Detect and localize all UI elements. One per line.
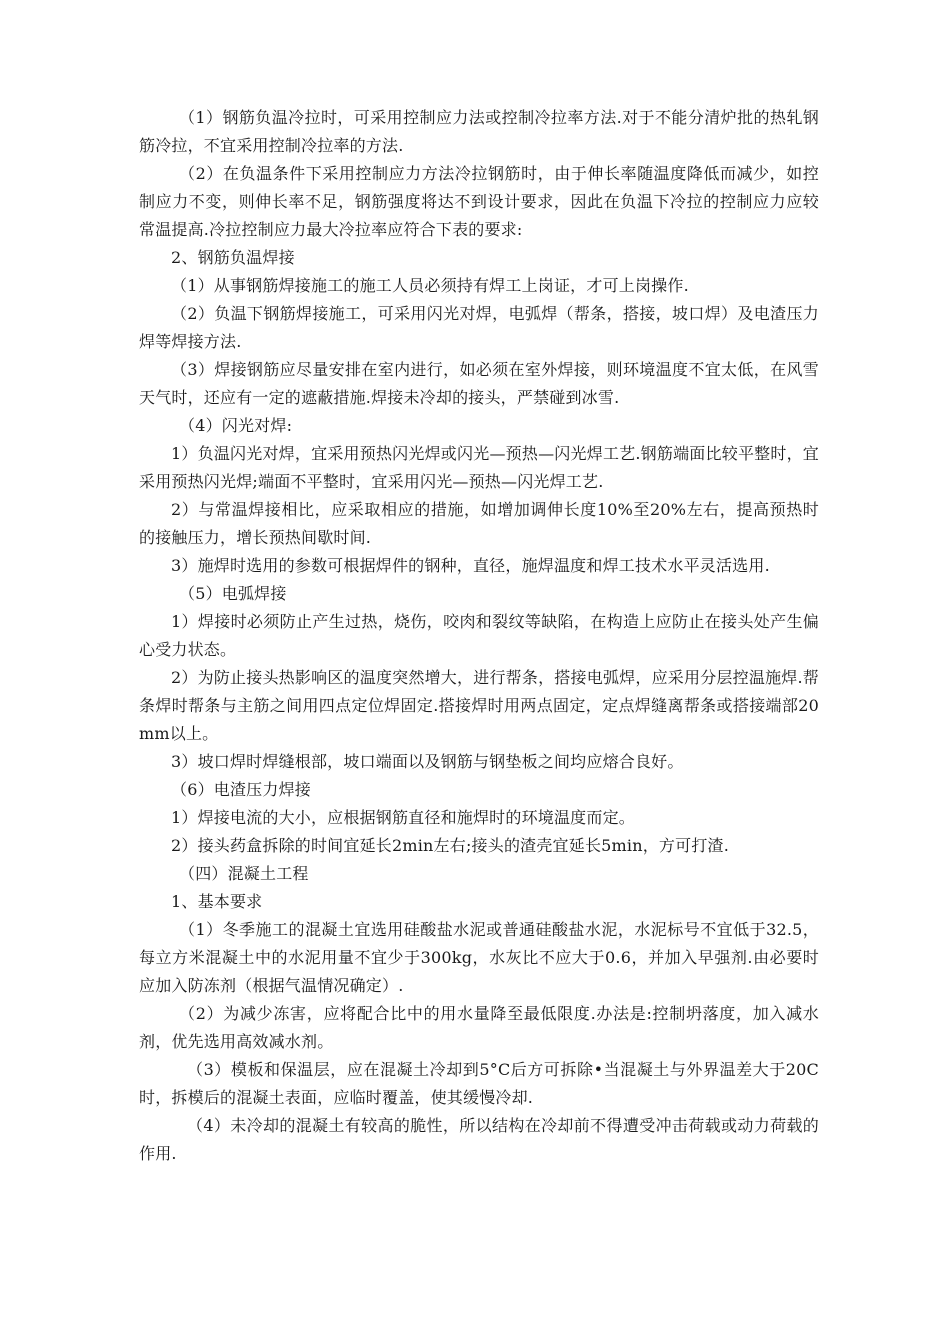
paragraph-concrete-2: （2）为减少冻害，应将配合比中的用水量降至最低限度.办法是:控制坍落度，加入减水剂，优先选用高效减水剂。 bbox=[139, 1004, 819, 1051]
document-body bbox=[139, 104, 819, 1168]
paragraph-concrete-3: （3）模板和保温层，应在混凝土冷却到5°C后方可拆除•当混凝土与外界温差大于20C时，拆模后的混凝土表面，应临时覆盖，使其缓慢冷却. bbox=[139, 1060, 819, 1107]
paragraph-flash-1: 1）负温闪光对焊，宜采用预热闪光焊或闪光—预热—闪光焊工艺.钢筋端面比较平整时，宜采用预热闪光焊;端面不平整时，宜采用闪光—预热—闪光焊工艺. bbox=[139, 444, 819, 491]
subheading-flash-butt-welding: （4）闪光对焊: bbox=[179, 416, 293, 435]
paragraph-arc-1: 1）焊接时必须防止产生过热，烧伤，咬肉和裂纹等缺陷，在构造上应防止在接头处产生偏心受力状态。 bbox=[139, 612, 819, 659]
paragraph-welding-3: （3）焊接钢筋应尽量安排在室内进行，如必须在室外焊接，则环境温度不宜太低，在风雪天气时，还应有一定的遮蔽措施.焊接未冷却的接头，严禁碰到冰雪. bbox=[139, 360, 819, 407]
paragraph-cold-drawing-2: （2）在负温条件下采用控制应力方法冷拉钢筋时，由于伸长率随温度降低而减少，如控制应力不变，则伸长率不足，钢筋强度将达不到设计要求，因此在负温下冷拉的控制应力应较常温提高.冷拉控制应力最大冷拉率应符合下表的要求: bbox=[139, 164, 819, 239]
subheading-electroslag-welding: （6）电渣压力焊接 bbox=[171, 780, 311, 799]
paragraph-flash-2: 2）与常温焊接相比，应采取相应的措施，如增加调伸长度10%至20%左右，提高预热时的接触压力，增长预热间歇时间. bbox=[139, 500, 819, 547]
paragraph-cold-drawing-1: （1）钢筋负温冷拉时，可采用控制应力法或控制冷拉率方法.对于不能分清炉批的热轧钢筋冷拉，不宜采用控制冷拉率的方法. bbox=[139, 108, 819, 155]
paragraph-electroslag-1: 1）焊接电流的大小，应根据钢筋直径和施焊时的环境温度而定。 bbox=[171, 808, 635, 827]
paragraph-electroslag-2: 2）接头药盒拆除的时间宜延长2min左右;接头的渣壳宜延长5min，方可打渣. bbox=[171, 836, 730, 855]
subheading-arc-welding: （5）电弧焊接 bbox=[179, 584, 287, 603]
paragraph-arc-3: 3）坡口焊时焊缝根部，坡口端面以及钢筋与钢垫板之间均应熔合良好。 bbox=[171, 752, 684, 771]
paragraph-arc-2: 2）为防止接头热影响区的温度突然增大，进行帮条，搭接电弧焊，应采用分层控温施焊.帮条焊时帮条与主筋之间用四点定位焊固定.搭接焊时用两点固定，定点焊缝离帮条或搭接端部20mm以上。 bbox=[139, 668, 819, 743]
paragraph-flash-3: 3）施焊时选用的参数可根据焊件的钢种，直径，施焊温度和焊工技术水平灵活选用. bbox=[171, 556, 770, 575]
subheading-basic-requirements: 1、基本要求 bbox=[171, 892, 263, 911]
paragraph-concrete-1: （1）冬季施工的混凝土宜选用硅酸盐水泥或普通硅酸盐水泥，水泥标号不宜低于32.5，每立方米混凝土中的水泥用量不宜少于300kg，水灰比不应大于0.6，并加入早强剂.由必要时应加入防冻剂（根据气温情况确定）. bbox=[139, 920, 819, 995]
section-heading-welding: 2、钢筋负温焊接 bbox=[171, 248, 295, 267]
paragraph-welding-1: （1）从事钢筋焊接施工的施工人员必须持有焊工上岗证，才可上岗操作. bbox=[171, 276, 689, 295]
section-heading-concrete: （四）混凝土工程 bbox=[179, 864, 309, 883]
paragraph-welding-2: （2）负温下钢筋焊接施工，可采用闪光对焊，电弧焊（帮条，搭接，坡口焊）及电渣压力焊等焊接方法. bbox=[139, 304, 819, 351]
paragraph-concrete-4: （4）未冷却的混凝土有较高的脆性，所以结构在冷却前不得遭受冲击荷载或动力荷载的作用. bbox=[139, 1116, 819, 1163]
